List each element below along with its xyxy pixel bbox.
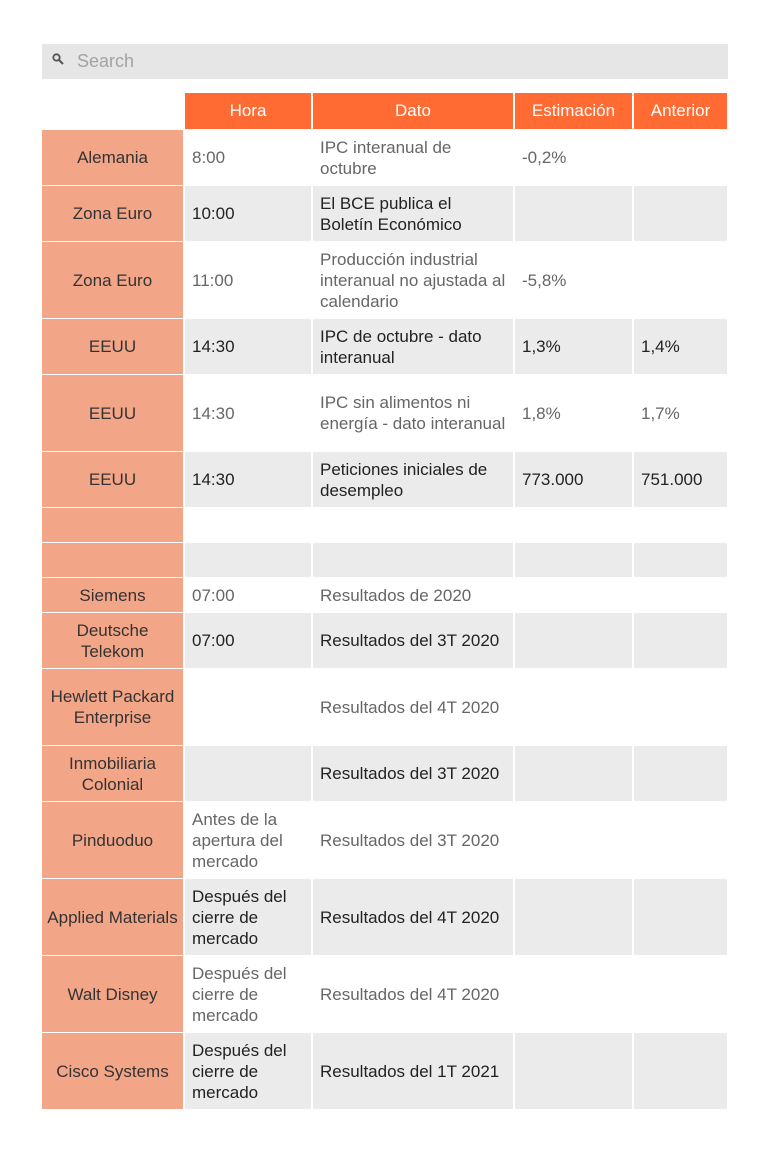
row-entity: Zona Euro xyxy=(42,242,183,319)
row-estimacion xyxy=(515,578,632,613)
row-estimacion: 1,8% xyxy=(515,375,632,452)
row-entity: Walt Disney xyxy=(42,956,183,1033)
row-estimacion xyxy=(515,802,632,879)
header-row xyxy=(42,93,727,130)
row-hora: Después del cierre de mercado xyxy=(185,1033,311,1110)
row-entity: Siemens xyxy=(42,578,183,613)
row-hora: 14:30 xyxy=(185,375,311,452)
table-row xyxy=(42,746,727,802)
row-dato: Peticiones iniciales de desempleo xyxy=(313,452,513,508)
row-dato: IPC de octubre - dato interanual xyxy=(313,319,513,375)
row-estimacion xyxy=(515,1033,632,1110)
row-hora: 14:30 xyxy=(185,452,311,508)
row-hora xyxy=(185,543,311,578)
row-dato: IPC interanual de octubre xyxy=(313,130,513,186)
row-entity: Inmobiliaria Colonial xyxy=(42,746,183,802)
table-row xyxy=(42,578,727,613)
row-hora: 07:00 xyxy=(185,613,311,669)
row-entity: Cisco Systems xyxy=(42,1033,183,1110)
row-estimacion xyxy=(515,543,632,578)
row-anterior xyxy=(634,802,727,879)
table-row xyxy=(42,1033,727,1110)
row-hora: Después del cierre de mercado xyxy=(185,956,311,1033)
row-hora: 8:00 xyxy=(185,130,311,186)
header-estimacion[interactable]: Estimación xyxy=(515,93,632,130)
search-bar[interactable] xyxy=(42,44,728,79)
row-dato: Resultados del 4T 2020 xyxy=(313,956,513,1033)
row-estimacion: 1,3% xyxy=(515,319,632,375)
row-dato: Resultados del 3T 2020 xyxy=(313,613,513,669)
row-estimacion xyxy=(515,956,632,1033)
row-estimacion: 773.000 xyxy=(515,452,632,508)
row-dato: Resultados del 4T 2020 xyxy=(313,879,513,956)
table-row xyxy=(42,613,727,669)
row-entity: Pinduoduo xyxy=(42,802,183,879)
header-hora[interactable]: Hora xyxy=(185,93,311,130)
row-estimacion xyxy=(515,669,632,746)
table-row xyxy=(42,879,727,956)
row-estimacion: -0,2% xyxy=(515,130,632,186)
row-anterior xyxy=(634,186,727,242)
row-dato: Resultados del 3T 2020 xyxy=(313,746,513,802)
row-dato xyxy=(313,543,513,578)
row-anterior xyxy=(634,613,727,669)
row-dato xyxy=(313,508,513,543)
row-anterior xyxy=(634,669,727,746)
row-hora: 07:00 xyxy=(185,578,311,613)
row-anterior xyxy=(634,578,727,613)
row-entity: EEUU xyxy=(42,452,183,508)
row-hora: 10:00 xyxy=(185,186,311,242)
table-row xyxy=(42,956,727,1033)
table-row xyxy=(42,452,727,508)
row-dato: Resultados del 1T 2021 xyxy=(313,1033,513,1110)
row-hora: 14:30 xyxy=(185,319,311,375)
row-hora: Antes de la apertura del mercado xyxy=(185,802,311,879)
table-row xyxy=(42,186,727,242)
row-hora xyxy=(185,508,311,543)
row-anterior xyxy=(634,543,727,578)
row-anterior: 1,7% xyxy=(634,375,727,452)
row-dato: Resultados del 4T 2020 xyxy=(313,669,513,746)
table-row xyxy=(42,130,727,186)
search-input[interactable] xyxy=(77,44,717,79)
row-dato: El BCE publica el Boletín Económico xyxy=(313,186,513,242)
row-anterior xyxy=(634,242,727,319)
row-dato: Resultados de 2020 xyxy=(313,578,513,613)
row-entity: EEUU xyxy=(42,319,183,375)
header-dato[interactable]: Dato xyxy=(313,93,513,130)
row-entity xyxy=(42,508,183,543)
row-hora xyxy=(185,669,311,746)
row-anterior xyxy=(634,879,727,956)
row-anterior: 1,4% xyxy=(634,319,727,375)
table-row xyxy=(42,319,727,375)
row-estimacion xyxy=(515,879,632,956)
row-hora: 11:00 xyxy=(185,242,311,319)
table-row xyxy=(42,669,727,746)
table-row xyxy=(42,802,727,879)
row-hora xyxy=(185,746,311,802)
row-entity: EEUU xyxy=(42,375,183,452)
row-entity: Zona Euro xyxy=(42,186,183,242)
row-anterior xyxy=(634,508,727,543)
row-entity: Alemania xyxy=(42,130,183,186)
row-dato: Producción industrial interanual no ajustada al calendario xyxy=(313,242,513,319)
table-row xyxy=(42,375,727,452)
row-entity: Hewlett Packard Enterprise xyxy=(42,669,183,746)
row-dato: Resultados del 3T 2020 xyxy=(313,802,513,879)
row-entity: Applied Materials xyxy=(42,879,183,956)
table-row-empty xyxy=(42,543,727,578)
search-icon xyxy=(52,53,64,65)
row-estimacion xyxy=(515,186,632,242)
row-anterior xyxy=(634,746,727,802)
row-estimacion xyxy=(515,613,632,669)
row-anterior xyxy=(634,130,727,186)
row-estimacion xyxy=(515,508,632,543)
row-entity xyxy=(42,543,183,578)
table-row-empty xyxy=(42,508,727,543)
header-entity xyxy=(42,93,183,130)
row-estimacion: -5,8% xyxy=(515,242,632,319)
row-anterior xyxy=(634,956,727,1033)
row-hora: Después del cierre de mercado xyxy=(185,879,311,956)
row-estimacion xyxy=(515,746,632,802)
calendar-table xyxy=(40,93,729,1110)
row-entity: Deutsche Telekom xyxy=(42,613,183,669)
header-anterior[interactable]: Anterior xyxy=(634,93,727,130)
row-dato: IPC sin alimentos ni energía - dato interanual xyxy=(313,375,513,452)
row-anterior xyxy=(634,1033,727,1110)
row-anterior: 751.000 xyxy=(634,452,727,508)
table-row xyxy=(42,242,727,319)
